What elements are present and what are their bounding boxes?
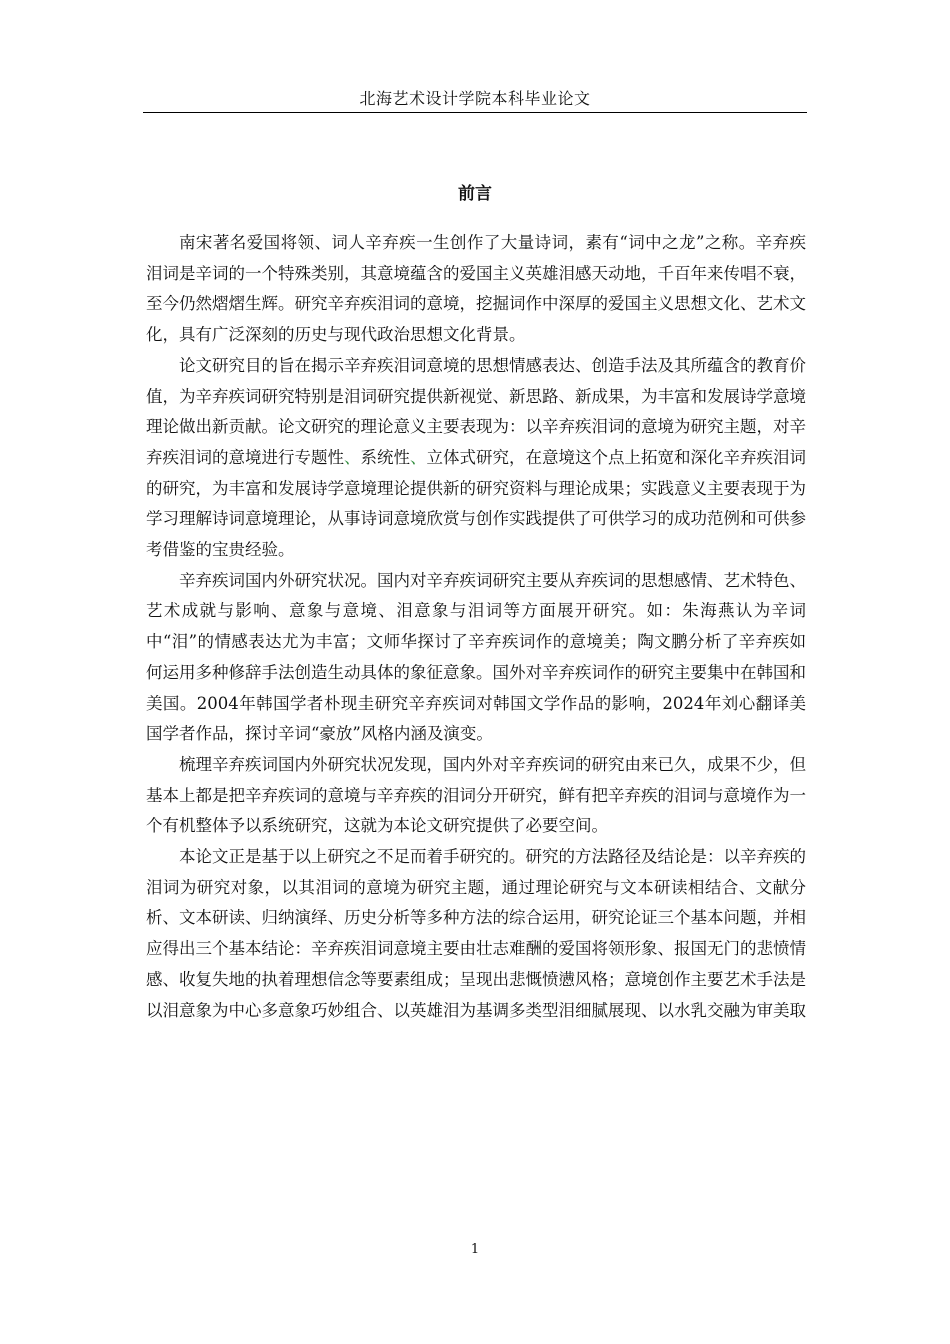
section-title: 前言 [458, 184, 492, 204]
page-number: 1 [470, 1242, 480, 1257]
paragraph-purpose [146, 351, 806, 566]
paragraph-research-gap: 梳理辛弃疾词国内外研究状况发现，国内外对辛弃疾词的研究由来已久，成果不少，但基本上都是把辛弃疾词的意境与辛弃疾的泪词分开研究，鲜有把辛弃疾的泪词与意境作为一个有机整体予以系统研究，这就为本论文研究提供了必要空间。 [146, 754, 806, 836]
paragraph-purpose-rest: 立体式研究，在意境这个点上拓宽和深化辛弃疾泪词的研究，为丰富和发展诗学意境理论提供新的研究资料与理论成果；实践意义主要表现于为学习理解诗词意境理论，从事诗词意境欣赏与创作实践提供了可供学习的成功范例和可供参考借鉴的宝贵经验。 [146, 447, 806, 560]
page-header [143, 86, 807, 113]
paragraph-research-status: 辛弃疾词国内外研究状况。国内对辛弃疾词研究主要从弃疾词的思想感情、艺术特色、艺术成就与影响、意象与意境、泪意象与泪词等方面展开研究。如：朱海燕认为辛词中“泪”的情感表达尤为丰富；文师华探讨了辛弃疾词作的意境美；陶文鹏分析了辛弃疾如何运用多种修辞手法创造生动具体的象征意象。国外对辛弃疾词作的研究主要集中在韩国和美国。2004年韩国学者朴现圭研究辛弃疾词对韩国文学作品的影响，2024年刘心翻译美国学者作品，探讨辛词“豪放”风格内涵及演变。 [146, 570, 806, 744]
accent-separator: 、 [410, 447, 427, 467]
accent-separator: 、 [344, 447, 361, 467]
paragraph-intro: 南宋著名爱国将领、词人辛弃疾一生创作了大量诗词，素有“词中之龙”之称。辛弃疾泪词是辛词的一个特殊类别，其意境蕴含的爱国主义英雄泪感天动地，千百年来传唱不衰，至今仍然熠熠生辉。研究辛弃疾泪词的意境，挖掘词作中深厚的爱国主义思想文化、艺术文化，具有广泛深刻的历史与现代政治思想文化背景。 [146, 233, 806, 345]
paragraph-purpose-term: 系统性 [360, 447, 410, 467]
paragraph-purpose-text: 论文研究目的旨在揭示辛弃疾泪词意境的思想情感表达、创造手法及其所蕴含的教育价值，为辛弃疾词研究特别是泪词研究提供新视觉、新思路、新成果，为丰富和发展诗学意境理论做出新贡献。论文研究的理论意义主要表现为：以辛弃疾泪词的意境为研究主题，对辛弃疾泪词的意境进行专题性 [146, 355, 806, 467]
header-title: 北海艺术设计学院本科毕业论文 [359, 89, 591, 108]
paragraph-method: 本论文正是基于以上研究之不足而着手研究的。研究的方法路径及结论是：以辛弃疾的泪词为研究对象，以其泪词的意境为研究主题，通过理论研究与文本研读相结合、文献分析、文本研读、归纳演绎、历史分析等多种方法的综合运用，研究论证三个基本问题，并相应得出三个基本结论：辛弃疾泪词意境主要由壮志难酬的爱国将领形象、报国无门的悲愤情感、收复失地的执着理想信念等要素组成；呈现出悲慨愤懑风格；意境创作主要艺术手法是以泪意象为中心多意象巧妙组合、以英雄泪为基调多类型泪细腻展现、以水乳交融为审美取 [146, 847, 806, 1020]
body-text [146, 228, 806, 1026]
